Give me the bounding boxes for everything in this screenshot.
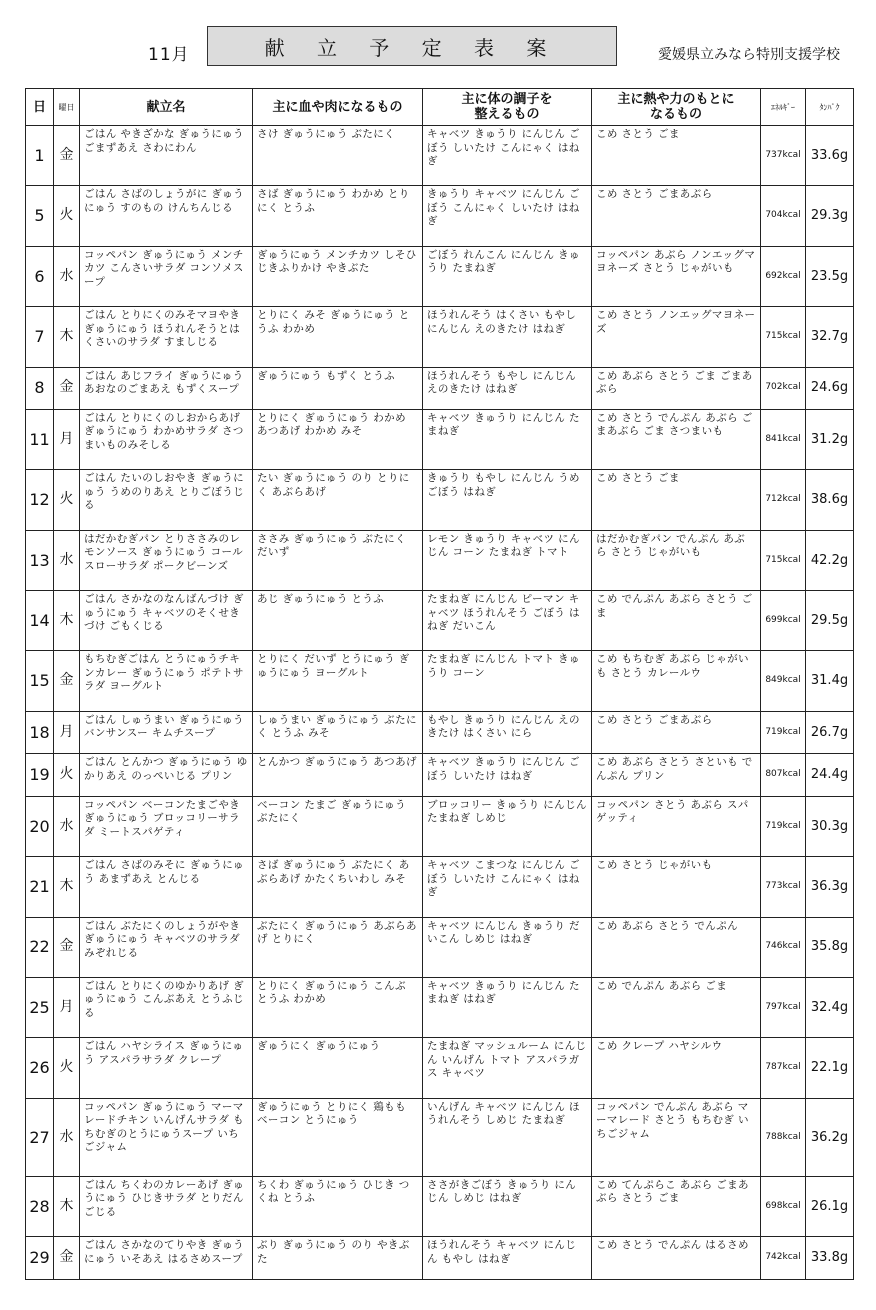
row-yellow-foods: はだかむぎパン でんぷん あぶら さとう じゃがいも: [592, 530, 761, 590]
row-energy: 719kcal: [761, 796, 806, 856]
row-menu: もちむぎごはん とうにゅうチキンカレー ぎゅうにゅう ポテトサラダ ヨーグルト: [80, 651, 253, 711]
row-energy: 807kcal: [761, 754, 806, 796]
table-row: [26, 857, 854, 917]
row-green-foods: もやし きゅうり にんじん えのきたけ はくさい にら: [423, 711, 592, 753]
row-red-foods: とりにく ぎゅうにゅう わかめ あつあげ わかめ みそ: [253, 409, 423, 469]
table-row: [26, 470, 854, 530]
month-label: 11月: [148, 45, 190, 65]
row-day: 14: [26, 591, 54, 651]
col-header-protein: ﾀﾝﾊﾟｸ: [806, 89, 854, 126]
row-menu: ごはん とりにくのしおからあげ ぎゅうにゅう わかめサラダ さつまいものみそしる: [80, 409, 253, 469]
row-menu: コッペパン ぎゅうにゅう メンチカツ こんさいサラダ コンソメスープ: [80, 246, 253, 306]
col-header-red-group: 主に血や肉になるもの: [253, 89, 423, 126]
row-day: 13: [26, 530, 54, 590]
row-day: 1: [26, 126, 54, 186]
table-row: [26, 651, 854, 711]
row-menu: ごはん さかなのなんばんづけ ぎゅうにゅう キャベツのそくせきづけ ごもくじる: [80, 591, 253, 651]
row-green-foods: キャベツ にんじん きゅうり だいこん しめじ はねぎ: [423, 917, 592, 977]
row-green-foods: キャベツ きゅうり にんじん たまねぎ: [423, 409, 592, 469]
row-energy: 787kcal: [761, 1038, 806, 1098]
row-yellow-foods: こめ さとう ノンエッグマヨネーズ: [592, 307, 761, 367]
row-day: 21: [26, 857, 54, 917]
table-row: [26, 246, 854, 306]
row-energy: 742kcal: [761, 1237, 806, 1280]
row-yellow-foods: こめ クレープ ハヤシルウ: [592, 1038, 761, 1098]
row-red-foods: とんかつ ぎゅうにゅう あつあげ: [253, 754, 423, 796]
row-day: 25: [26, 977, 54, 1037]
col-header-day: 日: [26, 89, 54, 126]
row-red-foods: とりにく みそ ぎゅうにゅう とうふ わかめ: [253, 307, 423, 367]
row-yellow-foods: こめ さとう じゃがいも: [592, 857, 761, 917]
row-green-foods: ブロッコリー きゅうり にんじん たまねぎ しめじ: [423, 796, 592, 856]
table-row: [26, 796, 854, 856]
row-protein: 38.6g: [806, 470, 854, 530]
row-yellow-foods: こめ さとう ごまあぶら: [592, 711, 761, 753]
row-day: 29: [26, 1237, 54, 1280]
row-protein: 33.6g: [806, 126, 854, 186]
row-menu: ごはん とりにくのみそマヨやき ぎゅうにゅう ほうれんそうとはくさいのサラダ すましじる: [80, 307, 253, 367]
row-green-foods: ほうれんそう もやし にんじん えのきたけ はねぎ: [423, 367, 592, 409]
row-green-foods: キャベツ こまつな にんじん ごぼう しいたけ こんにゃく はねぎ: [423, 857, 592, 917]
row-yellow-foods: こめ あぶら さとう さといも でんぷん プリン: [592, 754, 761, 796]
col-header-yellow-group: 主に熱や力のもとに なるもの: [592, 89, 761, 126]
table-row: [26, 754, 854, 796]
row-energy: 715kcal: [761, 530, 806, 590]
menu-table: [25, 88, 854, 1280]
table-row: [26, 1237, 854, 1280]
row-yellow-foods: コッペパン さとう あぶら スパゲッティ: [592, 796, 761, 856]
row-weekday: 火: [54, 186, 80, 246]
row-protein: 22.1g: [806, 1038, 854, 1098]
row-day: 22: [26, 917, 54, 977]
row-energy: 719kcal: [761, 711, 806, 753]
row-weekday: 金: [54, 651, 80, 711]
col-header-green-group: 主に体の調子を 整えるもの: [423, 89, 592, 126]
table-row: [26, 591, 854, 651]
row-red-foods: ベーコン たまご ぎゅうにゅう ぶたにく: [253, 796, 423, 856]
table-row: [26, 1176, 854, 1236]
row-green-foods: きゅうり もやし にんじん うめ ごぼう はねぎ: [423, 470, 592, 530]
row-protein: 29.5g: [806, 591, 854, 651]
row-energy: 788kcal: [761, 1098, 806, 1176]
row-red-foods: ぎゅうにく ぎゅうにゅう: [253, 1038, 423, 1098]
row-protein: 26.1g: [806, 1176, 854, 1236]
row-protein: 23.5g: [806, 246, 854, 306]
row-day: 15: [26, 651, 54, 711]
row-red-foods: ぶり ぎゅうにゅう のり やきぶた: [253, 1237, 423, 1280]
row-green-foods: ほうれんそう はくさい もやし にんじん えのきたけ はねぎ: [423, 307, 592, 367]
row-yellow-foods: こめ あぶら さとう ごま ごまあぶら: [592, 367, 761, 409]
row-day: 6: [26, 246, 54, 306]
col-header-weekday: 曜日: [54, 89, 80, 126]
row-red-foods: ちくわ ぎゅうにゅう ひじき つくね とうふ: [253, 1176, 423, 1236]
table-row: [26, 530, 854, 590]
row-red-foods: さば ぎゅうにゅう ぶたにく あぶらあげ かたくちいわし みそ: [253, 857, 423, 917]
row-menu: ごはん さばのしょうがに ぎゅうにゅう すのもの けんちんじる: [80, 186, 253, 246]
row-weekday: 月: [54, 711, 80, 753]
table-header-row: [26, 89, 854, 126]
row-menu: ごはん とりにくのゆかりあげ ぎゅうにゅう こんぶあえ とうふじる: [80, 977, 253, 1037]
row-green-foods: たまねぎ にんじん ピーマン キャベツ ほうれんそう ごぼう はねぎ だいこん: [423, 591, 592, 651]
table-row: [26, 367, 854, 409]
page-title: 献 立 予 定 表 案: [207, 26, 617, 66]
row-day: 5: [26, 186, 54, 246]
row-energy: 797kcal: [761, 977, 806, 1037]
row-red-foods: あじ ぎゅうにゅう とうふ: [253, 591, 423, 651]
row-protein: 35.8g: [806, 917, 854, 977]
row-yellow-foods: こめ さとう ごま: [592, 470, 761, 530]
row-day: 20: [26, 796, 54, 856]
row-green-foods: たまねぎ マッシュルーム にんじん いんげん トマト アスパラガス キャベツ: [423, 1038, 592, 1098]
table-row: [26, 186, 854, 246]
row-energy: 692kcal: [761, 246, 806, 306]
table-row: [26, 126, 854, 186]
table-row: [26, 711, 854, 753]
row-green-foods: キャベツ きゅうり にんじん たまねぎ はねぎ: [423, 977, 592, 1037]
row-yellow-foods: こめ あぶら さとう でんぷん: [592, 917, 761, 977]
row-yellow-foods: コッペパン でんぷん あぶら マーマレード さとう もちむぎ いちごジャム: [592, 1098, 761, 1176]
row-red-foods: たい ぎゅうにゅう のり とりにく あぶらあげ: [253, 470, 423, 530]
row-red-foods: とりにく だいず とうにゅう ぎゅうにゅう ヨーグルト: [253, 651, 423, 711]
row-menu: ごはん ちくわのカレーあげ ぎゅうにゅう ひじきサラダ とりだんごじる: [80, 1176, 253, 1236]
row-day: 8: [26, 367, 54, 409]
row-weekday: 月: [54, 977, 80, 1037]
row-red-foods: ぎゅうにゅう もずく とうふ: [253, 367, 423, 409]
row-red-foods: ぎゅうにゅう とりにく 鶏もも ベーコン とうにゅう: [253, 1098, 423, 1176]
row-protein: 33.8g: [806, 1237, 854, 1280]
row-protein: 26.7g: [806, 711, 854, 753]
row-menu: ごはん ハヤシライス ぎゅうにゅう アスパラサラダ クレープ: [80, 1038, 253, 1098]
table-row: [26, 409, 854, 469]
row-menu: ごはん たいのしおやき ぎゅうにゅう うめのりあえ とりごぼうじる: [80, 470, 253, 530]
col-header-menu: 献立名: [80, 89, 253, 126]
table-row: [26, 1038, 854, 1098]
row-protein: 36.2g: [806, 1098, 854, 1176]
row-green-foods: キャベツ きゅうり にんじん ごぼう しいたけ こんにゃく はねぎ: [423, 126, 592, 186]
row-red-foods: とりにく ぎゅうにゅう こんぶ とうふ わかめ: [253, 977, 423, 1037]
table-row: [26, 307, 854, 367]
row-yellow-foods: こめ もちむぎ あぶら じゃがいも さとう カレールウ: [592, 651, 761, 711]
row-green-foods: きゅうり キャベツ にんじん ごぼう こんにゃく しいたけ はねぎ: [423, 186, 592, 246]
row-weekday: 金: [54, 917, 80, 977]
row-weekday: 木: [54, 307, 80, 367]
row-weekday: 火: [54, 754, 80, 796]
row-menu: コッペパン ベーコンたまごやき ぎゅうにゅう ブロッコリーサラダ ミートスパゲティ: [80, 796, 253, 856]
row-red-foods: さば ぎゅうにゅう わかめ とりにく とうふ: [253, 186, 423, 246]
row-protein: 32.4g: [806, 977, 854, 1037]
row-weekday: 木: [54, 1176, 80, 1236]
row-energy: 704kcal: [761, 186, 806, 246]
row-energy: 849kcal: [761, 651, 806, 711]
row-green-foods: いんげん キャベツ にんじん ほうれんそう しめじ たまねぎ: [423, 1098, 592, 1176]
row-weekday: 金: [54, 126, 80, 186]
table-row: [26, 977, 854, 1037]
row-protein: 29.3g: [806, 186, 854, 246]
row-green-foods: たまねぎ にんじん トマト きゅうり コーン: [423, 651, 592, 711]
row-red-foods: ぶたにく ぎゅうにゅう あぶらあげ とりにく: [253, 917, 423, 977]
row-weekday: 水: [54, 246, 80, 306]
row-energy: 737kcal: [761, 126, 806, 186]
row-menu: ごはん とんかつ ぎゅうにゅう ゆかりあえ のっぺいじる プリン: [80, 754, 253, 796]
row-energy: 841kcal: [761, 409, 806, 469]
row-yellow-foods: こめ でんぷん あぶら さとう ごま: [592, 591, 761, 651]
row-yellow-foods: こめ さとう でんぷん はるさめ: [592, 1237, 761, 1280]
row-weekday: 火: [54, 470, 80, 530]
row-weekday: 金: [54, 367, 80, 409]
row-day: 26: [26, 1038, 54, 1098]
row-day: 27: [26, 1098, 54, 1176]
row-red-foods: さけ ぎゅうにゅう ぶたにく: [253, 126, 423, 186]
row-day: 11: [26, 409, 54, 469]
row-weekday: 水: [54, 530, 80, 590]
row-energy: 699kcal: [761, 591, 806, 651]
row-weekday: 月: [54, 409, 80, 469]
row-energy: 712kcal: [761, 470, 806, 530]
row-red-foods: しゅうまい ぎゅうにゅう ぶたにく とうふ みそ: [253, 711, 423, 753]
row-green-foods: ごぼう れんこん にんじん きゅうり たまねぎ: [423, 246, 592, 306]
row-menu: ごはん あじフライ ぎゅうにゅう あおなのごまあえ もずくスープ: [80, 367, 253, 409]
row-protein: 30.3g: [806, 796, 854, 856]
row-protein: 24.4g: [806, 754, 854, 796]
row-yellow-foods: こめ さとう ごま: [592, 126, 761, 186]
row-day: 7: [26, 307, 54, 367]
menu-table-body: [26, 126, 854, 1280]
row-green-foods: ほうれんそう キャベツ にんじん もやし はねぎ: [423, 1237, 592, 1280]
row-energy: 773kcal: [761, 857, 806, 917]
row-energy: 715kcal: [761, 307, 806, 367]
row-day: 19: [26, 754, 54, 796]
row-weekday: 木: [54, 591, 80, 651]
row-red-foods: ささみ ぎゅうにゅう ぶたにく だいず: [253, 530, 423, 590]
row-protein: 32.7g: [806, 307, 854, 367]
row-day: 18: [26, 711, 54, 753]
col-header-energy: ｴﾈﾙｷﾞｰ: [761, 89, 806, 126]
row-day: 28: [26, 1176, 54, 1236]
row-energy: 746kcal: [761, 917, 806, 977]
row-menu: ごはん しゅうまい ぎゅうにゅう バンサンスー キムチスープ: [80, 711, 253, 753]
row-green-foods: キャベツ きゅうり にんじん ごぼう しいたけ はねぎ: [423, 754, 592, 796]
row-red-foods: ぎゅうにゅう メンチカツ しそひじきふりかけ やきぶた: [253, 246, 423, 306]
row-yellow-foods: こめ さとう でんぷん あぶら ごまあぶら ごま さつまいも: [592, 409, 761, 469]
row-protein: 31.4g: [806, 651, 854, 711]
row-energy: 702kcal: [761, 367, 806, 409]
row-green-foods: レモン きゅうり キャベツ にんじん コーン たまねぎ トマト: [423, 530, 592, 590]
row-menu: ごはん さかなのてりやき ぎゅうにゅう いそあえ はるさめスープ: [80, 1237, 253, 1280]
row-weekday: 金: [54, 1237, 80, 1280]
row-yellow-foods: こめ てんぷらこ あぶら ごまあぶら さとう ごま: [592, 1176, 761, 1236]
row-weekday: 木: [54, 857, 80, 917]
row-protein: 31.2g: [806, 409, 854, 469]
row-weekday: 水: [54, 796, 80, 856]
row-menu: ごはん やきざかな ぎゅうにゅう ごまずあえ さわにわん: [80, 126, 253, 186]
table-row: [26, 917, 854, 977]
row-yellow-foods: こめ さとう ごまあぶら: [592, 186, 761, 246]
table-row: [26, 1098, 854, 1176]
row-yellow-foods: こめ でんぷん あぶら ごま: [592, 977, 761, 1037]
row-menu: ごはん ぶたにくのしょうがやき ぎゅうにゅう キャベツのサラダ みぞれじる: [80, 917, 253, 977]
row-yellow-foods: コッペパン あぶら ノンエッグマヨネーズ さとう じゃがいも: [592, 246, 761, 306]
row-weekday: 火: [54, 1038, 80, 1098]
row-menu: ごはん さばのみそに ぎゅうにゅう あまずあえ とんじる: [80, 857, 253, 917]
row-menu: はだかむぎパン とりささみのレモンソース ぎゅうにゅう コールスローサラダ ポークビーンズ: [80, 530, 253, 590]
row-green-foods: ささがきごぼう きゅうり にんじん しめじ はねぎ: [423, 1176, 592, 1236]
row-day: 12: [26, 470, 54, 530]
row-protein: 24.6g: [806, 367, 854, 409]
row-weekday: 水: [54, 1098, 80, 1176]
row-protein: 42.2g: [806, 530, 854, 590]
school-name: 愛媛県立みなら特別支援学校: [658, 47, 840, 63]
row-protein: 36.3g: [806, 857, 854, 917]
row-energy: 698kcal: [761, 1176, 806, 1236]
row-menu: コッペパン ぎゅうにゅう マーマレードチキン いんげんサラダ もちむぎのとうにゅうスープ いちごジャム: [80, 1098, 253, 1176]
